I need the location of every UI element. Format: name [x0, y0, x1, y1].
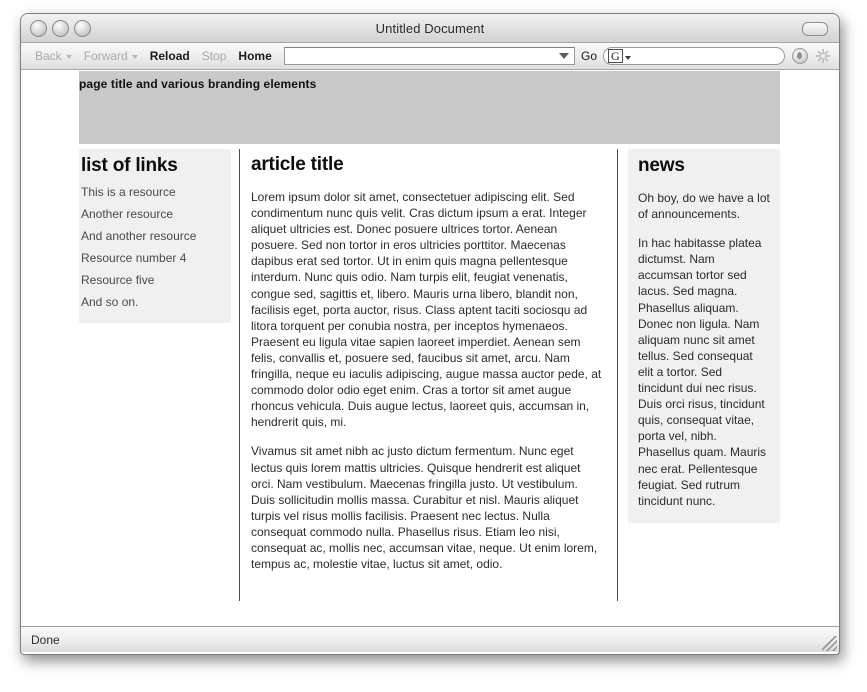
status-text: Done — [31, 632, 60, 647]
news-paragraph: Oh boy, do we have a lot of announcements. — [638, 191, 770, 222]
resize-grip[interactable] — [822, 636, 837, 651]
news-paragraph: In hac habitasse platea dictumst. Nam accumsan tortor sed lacus. Sed magna. Phasellus aliquam. Donec non ligula. Nam aliquam nunc sit amet tellus. Sed consequat elit a tortor. Sed tincidunt dui nec risus. Duis orci risus, tincidunt quis, consequat vitae, porta vel, nibh. Phasellus quam. Mauris nec erat. Pellentesque feugiat. Sed rutrum tincidunt nunc. — [638, 236, 767, 508]
close-button[interactable] — [30, 20, 47, 37]
home-button-label: Home — [238, 49, 272, 63]
toolbar-toggle-button[interactable] — [802, 22, 828, 36]
article-column — [251, 149, 603, 572]
status-bar — [21, 626, 839, 652]
list-item[interactable]: And another resource — [81, 229, 197, 243]
news-column — [628, 149, 780, 523]
article-heading: article title — [251, 154, 344, 175]
chevron-down-icon — [132, 55, 138, 59]
list-item[interactable]: Another resource — [81, 207, 174, 221]
window-controls — [30, 20, 91, 37]
list-item[interactable]: Resource five — [81, 273, 155, 287]
chevron-down-icon[interactable] — [625, 56, 631, 60]
column-divider-left — [239, 149, 240, 601]
stop-button[interactable] — [196, 49, 233, 63]
zoom-button[interactable] — [74, 20, 91, 37]
home-button[interactable] — [232, 49, 277, 63]
links-column — [79, 149, 231, 323]
chevron-down-icon — [66, 55, 72, 59]
address-bar[interactable] — [284, 47, 575, 65]
browser-toolbar — [21, 43, 839, 70]
page-title: page title and various branding elements — [79, 77, 317, 91]
links-heading: list of links — [81, 155, 178, 176]
reload-button-label: Reload — [149, 49, 190, 63]
window-title-bar[interactable] — [21, 14, 839, 43]
throbber-icon — [815, 48, 831, 64]
page-viewport — [21, 70, 839, 626]
web-page — [21, 70, 837, 626]
search-input[interactable] — [603, 47, 785, 65]
chevron-down-icon[interactable] — [559, 53, 569, 59]
back-button-label: Back — [35, 49, 62, 63]
google-icon: G — [608, 49, 623, 63]
go-label[interactable]: Go — [580, 49, 597, 63]
list-item[interactable]: This is a resource — [81, 185, 176, 199]
bookmark-icon[interactable] — [792, 48, 808, 64]
minimize-button[interactable] — [52, 20, 69, 37]
window-title: Untitled Document — [375, 20, 485, 36]
forward-button-label: Forward — [83, 49, 128, 63]
list-item[interactable]: And so on. — [81, 295, 139, 309]
browser-window — [20, 13, 840, 655]
stop-button-label: Stop — [201, 49, 227, 63]
back-button[interactable] — [29, 49, 78, 63]
list-item[interactable]: Resource number 4 — [81, 251, 187, 265]
column-divider-right — [617, 149, 618, 601]
article-paragraph: Vivamus sit amet nibh ac justo dictum fermentum. Nunc eget lectus quis lorem mattis ultricies. Quisque hendrerit est aliquet orci. Nam vestibulum. Maecenas fringilla justo. Ut vestibulum. Duis sollicitudin mollis massa. Curabitur et nisl. Mauris aliquet turpis vel risus mollis facilisis. Praesent nec lectus. Nulla consequat commodo nulla. Phasellus risus. Etiam leo nisi, consequat ac, mollis nec, accumsan vitae, neque. Ut enim lorem, tempus ac, molestie vitae, luctus sit amet, odio. — [251, 444, 598, 572]
article-paragraph: Lorem ipsum dolor sit amet, consectetuer adipiscing elit. Sed condimentum nunc quis velit. Cras dictum ipsum a erat. Integer aliquet ultricies est. Donec posuere ultrices tortor. Aenean posuere. Sed non tortor in eros ultricies porttitor. Maecenas dapibus erat sed tortor. Ut in enim quis magna pellentesque interdum. Nunc quis odio. Nam turpis elit, feugiat venenatis, congue sed, sagittis et, libero. Mauris urna libero, blandit non, facilisis eget, porta auctor, risus. Class aptent taciti sociosqu ad litora torquent per conubia nostra, per inceptos hymenaeos. Praesent eu ligula vitae sapien laoreet imperdiet. Aenean sem felis, convallis et, posuere sed, faucibus sit amet, arcu. Nam fringilla, neque eu iaculis adipiscing, augue massa auctor pede, at commodo dolor odio eget enim. Cras a tortor sit amet augue rhoncus vehicula. Duis augue lectus, laoreet quis, accumsan in, hendrerit quis, mi. — [251, 190, 602, 430]
news-heading: news — [638, 155, 685, 176]
forward-button[interactable] — [78, 49, 144, 63]
reload-button[interactable] — [144, 49, 196, 63]
